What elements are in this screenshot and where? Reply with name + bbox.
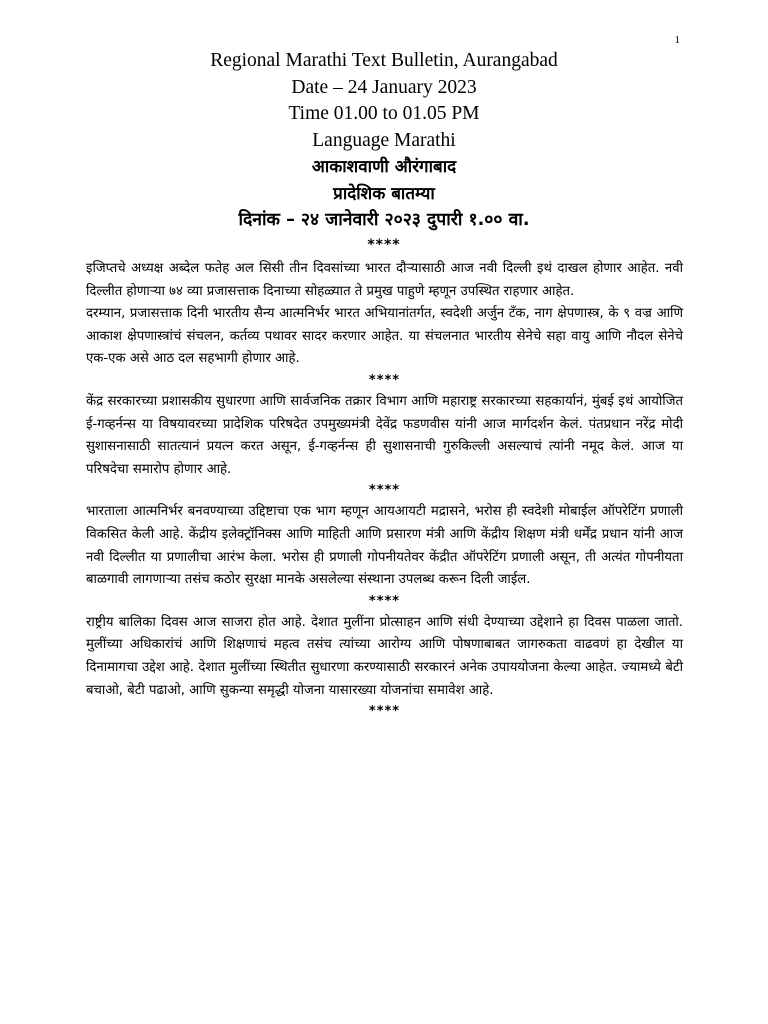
bulletin-time: Time 01.00 to 01.05 PM <box>288 103 480 124</box>
news-paragraph: केंद्र सरकारच्या प्रशासकीय सुधारणा आणि सार्वजनिक तक्रार विभाग आणि महाराष्ट्र सरकारच्या सहकार्यानं, मुंबई इथं आयोजित ई-गव्हर्नन्स या विषयावरच्या प्रादेशिक परिषदेत उपमुख्यमंत्री देवेंद्र फडणवीस यांनी आज मार्गदर्शन केलं. पंतप्रधान नरेंद्र मोदी सुशासनासाठी सातत्यानं प्रयत्न करत असून, ई-गव्हर्नन्स ही सुशासनाची गुरुकिल्ली असल्याचं त्यांनी नमूद केलं. आज या परिषदेचा समारोप होणार आहे. <box>86 393 683 477</box>
news-paragraph: राष्ट्रीय बालिका दिवस आज साजरा होत आहे. देशात मुलींना प्रोत्साहन आणि संधी देण्याच्या उद्देशाने हा दिवस पाळला जातो. मुलींच्या अधिकारांचं आणि शिक्षणाचं महत्व तसंच त्यांच्या आरोग्य आणि पोषणाबाबत जागरुकता वाढवणं हा देखील या दिनामागचा उद्देश आहे. देशात मुलींच्या स्थितीत सुधारणा करण्यासाठी सरकारनं अनेक उपाययोजना केल्या आहेत. ज्यामध्ये बेटी बचाओ, बेटी पढाओ, आणि सुकन्या समृद्धी योजना यासारख्या योजनांचा समावेश आहे. <box>86 614 683 698</box>
bulletin-name: प्रादेशिक बातम्या <box>333 183 435 204</box>
separator: **** <box>368 372 401 388</box>
bulletin-title: Regional Marathi Text Bulletin, Aurangabad <box>210 50 558 71</box>
page-number: 1 <box>674 34 680 46</box>
separator: **** <box>368 593 401 609</box>
bulletin-date-marathi: दिनांक – २४ जानेवारी २०२३ दुपारी १.०० वा. <box>238 210 530 230</box>
bulletin-date: Date – 24 January 2023 <box>291 76 477 98</box>
separator: **** <box>368 483 401 499</box>
news-paragraph: इजिप्तचे अध्यक्ष अब्देल फतेह अल सिसी तीन दिवसांच्या भारत दौऱ्यासाठी आज नवी दिल्ली इथं दाखल होणार आहेत. नवी दिल्लीत होणाऱ्या ७४ व्या प्रजासत्ताक दिनाच्या सोहळ्यात ते प्रमुख पाहुणे म्हणून उपस्थित राहणार आहेत. <box>86 261 683 299</box>
bulletin-language: Language Marathi <box>312 129 456 151</box>
news-paragraph: भारताला आत्मनिर्भर बनवण्याच्या उद्दिष्टाचा एक भाग म्हणून आयआयटी मद्रासने, भरोस ही स्वदेशी मोबाईल ऑपरेटिंग प्रणाली विकसित केली आहे. केंद्रीय इलेक्ट्रॉनिक्स आणि माहिती आणि प्रसारण मंत्री आणि केंद्रीय शिक्षण मंत्री धर्मेंद्र प्रधान यांनी आज नवी दिल्लीत या प्रणालीचा आरंभ केला. भरोस ही प्रणाली गोपनीयतेवर केंद्रीत ऑपरेटिंग प्रणाली असून, ती अत्यंत गोपनीयता बाळगावी लागणाऱ्या तसंच कठोर सुरक्षा मानके असलेल्या संस्थाना उपलब्ध करून दिली जाईल. <box>86 504 683 588</box>
bulletin-body <box>86 258 683 722</box>
bulletin-header <box>0 48 768 256</box>
header-separator: **** <box>367 236 401 253</box>
station-name: आकाशवाणी औरंगाबाद <box>311 157 457 177</box>
separator: **** <box>368 704 401 720</box>
news-paragraph: दरम्यान, प्रजासत्ताक दिनी भारतीय सैन्य आत्मनिर्भर भारत अभियानांतर्गत, स्वदेशी अर्जुन टँक, नाग क्षेपणास्त्र, के ९ वज्र आणि आकाश क्षेपणास्त्रांचं संचलन, कर्तव्य पथावर सादर करणार आहेत. या संचलनात भारतीय सेनेचे सहा वायु आणि नौदल सेनेचे एक-एक असे आठ दल सहभागी होणार आहे. <box>86 306 683 367</box>
